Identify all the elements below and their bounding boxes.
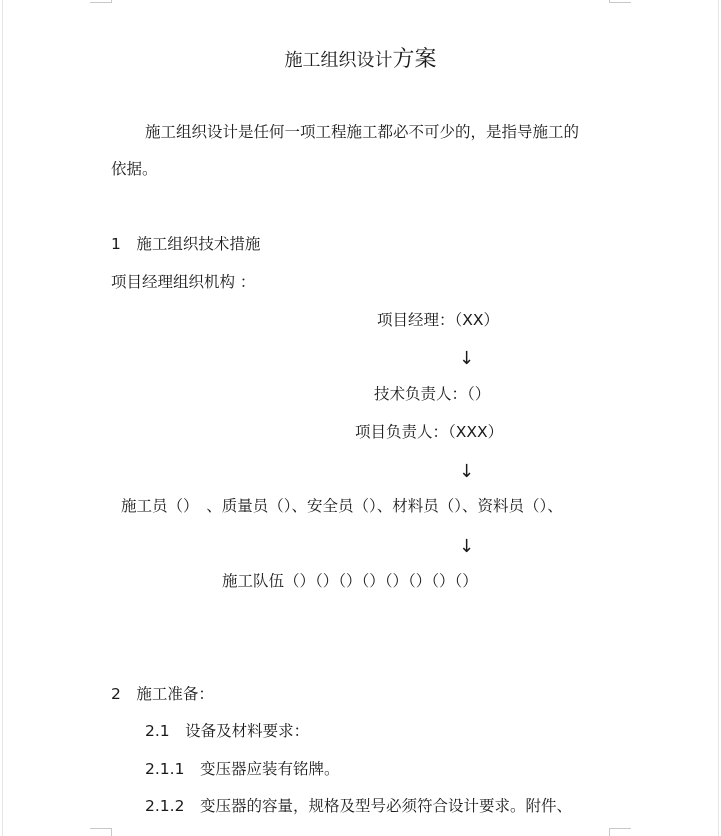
- down-arrow-icon: ↓: [459, 348, 475, 369]
- intro-paragraph-line2: 依据。: [111, 160, 158, 178]
- org-staff-roles: 施工员（） 、质量员（）、安全员（）、材料员（）、资料员（）、: [121, 497, 563, 515]
- crop-mark-top-left-h: [90, 2, 112, 3]
- section-2-heading: 2 施工准备：: [111, 685, 214, 703]
- section-1-heading: 1 施工组织技术措施: [111, 235, 261, 253]
- org-structure-label: 项目经理组织机构 ：: [111, 273, 256, 291]
- crop-mark-top-right-h: [609, 2, 631, 3]
- intro-paragraph-line1: 施工组织设计是任何一项工程施工都必不可少的，是指导施工的: [145, 123, 580, 141]
- org-project-lead: 项目负责人：（XXX）: [355, 423, 504, 441]
- down-arrow-icon: ↓: [459, 461, 475, 482]
- crop-mark-top-right-v: [609, 0, 610, 3]
- org-manager: 项目经理：（XX）: [377, 311, 499, 329]
- page-left-edge: [2, 0, 3, 836]
- title-text: 施工组织设计: [284, 50, 393, 71]
- page-right-edge: [718, 0, 719, 836]
- crop-mark-bottom-right-v: [609, 828, 610, 836]
- crop-mark-top-left-v: [111, 0, 112, 3]
- crop-mark-bottom-right-h: [609, 828, 631, 829]
- org-construction-team: 施工队伍（）（）（）（）（）（）（）（）: [222, 572, 478, 590]
- org-tech-lead: 技术负责人：（）: [374, 385, 491, 403]
- crop-mark-bottom-left-h: [90, 828, 112, 829]
- down-arrow-icon: ↓: [459, 536, 475, 557]
- title-text-large: 方案: [392, 47, 437, 72]
- crop-mark-bottom-left-v: [111, 828, 112, 836]
- subsection-2-1-2: 2.1.2 变压器的容量，规格及型号必须符合设计要求。附件、: [145, 797, 572, 815]
- subsection-2-1: 2.1 设备及材料要求：: [145, 722, 310, 740]
- subsection-2-1-1: 2.1.1 变压器应装有铭牌。: [145, 760, 340, 778]
- document-title: [0, 49, 721, 71]
